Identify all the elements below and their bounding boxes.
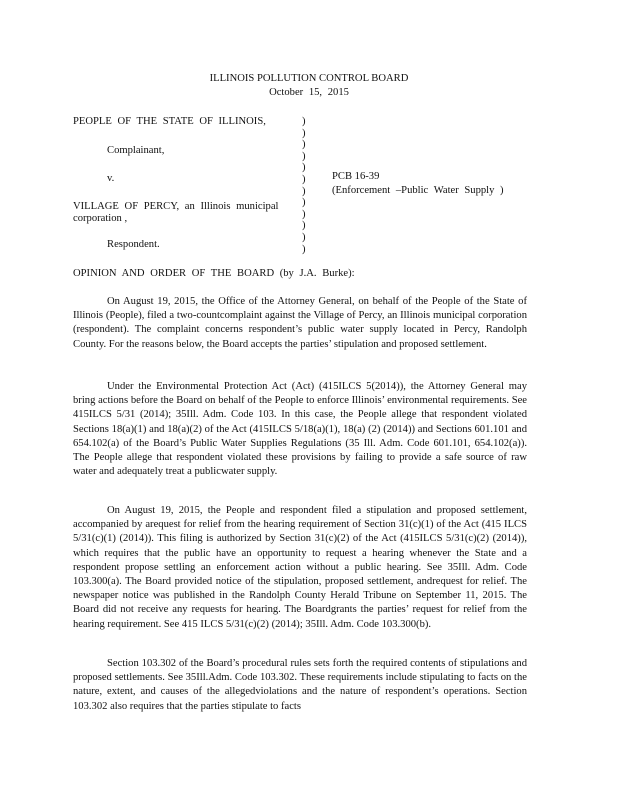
agency-title: ILLINOIS POLLUTION CONTROL BOARD bbox=[209, 73, 409, 84]
document-date: October 15, 2015 bbox=[269, 87, 349, 98]
case-number: PCB 16-39 bbox=[332, 171, 380, 182]
plaintiff-role: Complainant, bbox=[107, 145, 165, 156]
paragraph-1: On August 19, 2015, the Office of the Attorney General, on behalf of the People of the State of Illinois (People), filed a two-countcomplaint against the Village of Percy, an Illinois municipal corporation (respondent). The complaint concerns respondent’s public water supply located in Percy, Randolph County. For the reasons below, the Board accepts the parties’ stipulation and proposed settlement. bbox=[73, 296, 527, 350]
opinion-heading: OPINION AND ORDER OF THE BOARD (by J.A. Burke): bbox=[73, 268, 355, 279]
defendant-name-line2: corporation , bbox=[73, 213, 128, 224]
paragraph-2: Under the Environmental Protection Act (Act) (415ILCS 5(2014)), the Attorney General may bring actions before the Board on behalf of the People to enforce Illinois’ environmental requirements. See 415ILCS 5/31 (2014); 35Ill. Adm. Code 103. In this case, the People allege that respondent violated Sections 18(a)(1) and 18(a)(2) of the Act (415ILCS 5/18(a)(1), 18(a) (2) (2014)) and Sections 601.101 and 654.102(a) of the Board’s Public Water Supplies Regulations (35 Ill. Adm. Code 601.101, 654.102(a)). The People allege that respondent violated these provisions by failing to provide a safe source of raw water and adequately treat a publicwater supply. bbox=[73, 381, 527, 478]
paragraph-3: On August 19, 2015, the People and respondent filed a stipulation and proposed settlement, accompanied by arequest for relief from the hearing requirement of Section 31(c)(1) of the Act (415 ILCS 5/31(c)(1) (2014)). This filing is authorized by Section 31(c)(2) of the Act (415ILCS 5/31(c)(2) (2014)), which requires that the public have an opportunity to request a hearing whenever the State and a respondent propose settling an enforcement action without a public hearing. See 35Ill. Adm. Code 103.300(a). The Board provided notice of the stipulation, proposed settlement, andrequest for relief. The newspaper notice was published in the Randolph County Herald Tribune on September 11, 2015. The Board did not receive any requests for hearing. The Boardgrants the parties’ request for relief from the hearing requirement. See 415 ILCS 5/31(c)(2) (2014); 35Ill. Adm. Code 103.300(b). bbox=[73, 505, 527, 630]
case-type: (Enforcement –Public Water Supply ) bbox=[332, 185, 504, 196]
caption-parentheses: ) ) ) ) ) ) ) ) ) ) ) ) bbox=[302, 116, 306, 255]
versus-label: v. bbox=[107, 173, 115, 184]
defendant-name-line1: VILLAGE OF PERCY, an Illinois municipal bbox=[73, 201, 279, 212]
paragraph-4: Section 103.302 of the Board’s procedural rules sets forth the required contents of stipulations and proposed settlements. See 35Ill.Adm. Code 103.302. These requirements include stipulating to facts on the nature, extent, and causes of the allegedviolations and the nature of respondent’s operations. Section 103.302 also requires that the parties stipulate to facts bbox=[73, 658, 527, 712]
defendant-role: Respondent. bbox=[107, 239, 160, 250]
plaintiff-name: PEOPLE OF THE STATE OF ILLINOIS, bbox=[73, 116, 266, 127]
